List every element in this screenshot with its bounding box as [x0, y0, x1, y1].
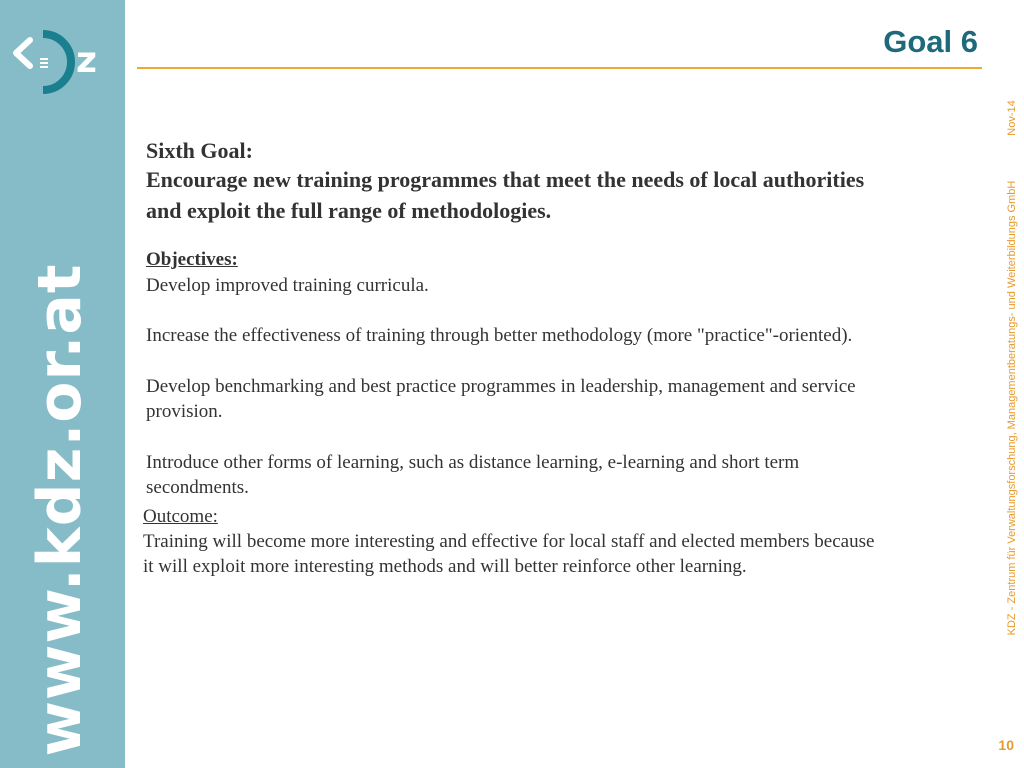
page-number: 10 [998, 737, 1014, 753]
goal-line: Encourage new training programmes that meet the needs of local authorities [146, 167, 865, 192]
goal-line: and exploit the full range of methodologies. [146, 198, 552, 223]
footer-date: Nov-14 [1006, 100, 1018, 136]
footer-organization: KDZ - Zentrum für Verwaltungsforschung, Managementberatungs- und Weiterbildungs GmbH [1006, 180, 1018, 636]
logo-text: z [76, 40, 97, 81]
sidebar [0, 0, 125, 768]
objective-item-continued: provision. [146, 401, 223, 422]
kdz-logo-icon [10, 28, 105, 98]
objective-item: Introduce other forms of learning, such as distance learning, e-learning and short term [146, 452, 800, 473]
website-url: www.kdz.or.at [25, 263, 95, 757]
objective-item: Develop benchmarking and best practice programmes in leadership, management and service [146, 376, 856, 397]
title-divider [137, 67, 982, 69]
goal-heading: Sixth Goal: [146, 138, 253, 163]
goal-content [137, 136, 987, 579]
objective-item: Increase the effectiveness of training through better methodology (more "practice"-oriented). [146, 325, 853, 346]
objective-item-continued: secondments. [146, 477, 249, 498]
outcome-line: Training will become more interesting and effective for local staff and elected members because [143, 531, 875, 552]
objectives-label: Objectives: [146, 249, 238, 270]
slide-title: Goal 6 [883, 24, 978, 59]
objective-item: Develop improved training curricula. [146, 275, 429, 296]
outcome-line: it will exploit more interesting methods and will better reinforce other learning. [143, 556, 747, 577]
outcome-label: Outcome: [143, 506, 218, 527]
